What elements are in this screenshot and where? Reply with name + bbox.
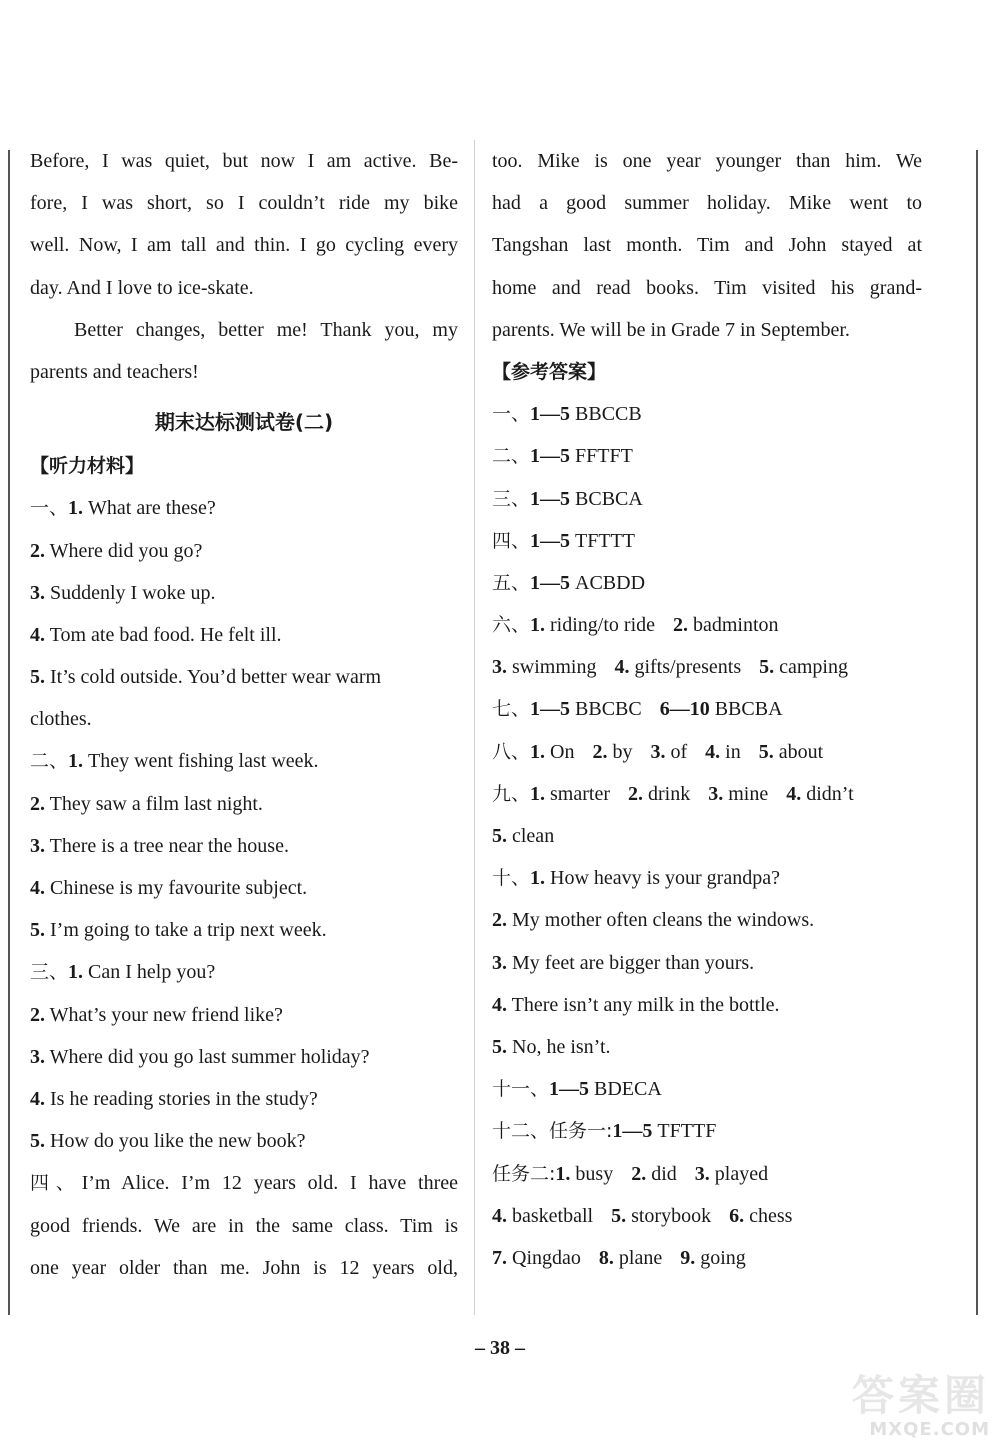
answer-row: 十一、1—5 BDECA xyxy=(492,1078,662,1101)
passage-line: one year older than me. John is 12 years old, xyxy=(30,1256,458,1279)
column-divider xyxy=(474,140,475,1315)
answer-row: 4. There isn’t any milk in the bottle. xyxy=(492,993,780,1016)
listening-label: 【听力材料】 xyxy=(30,455,145,478)
answer-row: 五、1—5 ACBDD xyxy=(492,571,646,594)
watermark-chars: 答案圈 xyxy=(851,1371,990,1420)
answer-row: 5. No, he isn’t. xyxy=(492,1035,611,1058)
listening-item: 2. What’s your new friend like? xyxy=(30,1003,283,1026)
passage-line: had a good summer holiday. Mike went to xyxy=(492,192,922,215)
answer-row: 任务二:1. busy 2. did 3. played xyxy=(492,1162,769,1185)
intro-line: Before, I was quiet, but now I am active. Be- xyxy=(30,150,458,172)
answer-row: 3. My feet are bigger than yours. xyxy=(492,951,755,974)
passage-line: Tangshan last month. Tim and John stayed at xyxy=(492,234,922,257)
answer-row: 十二、任务一:1—5 TFTTF xyxy=(492,1120,717,1143)
intro-line: day. And I love to ice-skate. xyxy=(30,276,254,299)
answer-row: 八、1. On 2. by 3. of 4. in 5. about xyxy=(492,740,824,763)
answer-row: 四、1—5 TFTTT xyxy=(492,529,636,552)
closing-line: Better changes, better me! Thank you, my xyxy=(74,318,458,341)
listening-item: 一、1. What are these? xyxy=(30,497,216,520)
listening-item: 4. Is he reading stories in the study? xyxy=(30,1087,318,1110)
listening-item: 3. There is a tree near the house. xyxy=(30,834,289,857)
page-number: – 38 – xyxy=(475,1337,525,1359)
right-column xyxy=(492,140,922,1279)
listening-item-cont: clothes. xyxy=(30,708,92,731)
answer-row: 九、1. smarter 2. drink 3. mine 4. didn’t xyxy=(492,782,854,805)
watermark-url: MXQE.COM xyxy=(869,1419,990,1440)
passage-line: too. Mike is one year younger than him. We xyxy=(492,150,922,172)
intro-line: well. Now, I am tall and thin. I go cycling every xyxy=(30,234,458,257)
listening-item: 2. They saw a film last night. xyxy=(30,792,263,815)
answer-row: 4. basketball 5. storybook 6. chess xyxy=(492,1204,793,1227)
answer-row: 3. swimming 4. gifts/presents 5. camping xyxy=(492,656,848,679)
test-title: 期末达标测试卷(二) xyxy=(154,410,334,435)
intro-line: fore, I was short, so I couldn’t ride my bike xyxy=(30,192,458,215)
answer-row: 十、1. How heavy is your grandpa? xyxy=(492,867,780,890)
listening-item: 3. Suddenly I woke up. xyxy=(30,581,216,604)
listening-item: 5. I’m going to take a trip next week. xyxy=(30,919,327,942)
passage-line: home and read books. Tim visited his grand- xyxy=(492,276,922,299)
answer-row: 5. clean xyxy=(492,825,555,847)
closing-line: parents and teachers! xyxy=(30,360,199,383)
left-margin-bar xyxy=(8,150,10,1315)
answer-row: 三、1—5 BCBCA xyxy=(492,487,643,510)
answer-row: 7. Qingdao 8. plane 9. going xyxy=(492,1246,746,1269)
passage-line: parents. We will be in Grade 7 in September. xyxy=(492,318,850,341)
answer-row: 二、1—5 FFTFT xyxy=(492,445,633,468)
answer-row: 六、1. riding/to ride 2. badminton xyxy=(492,614,779,637)
listening-item: 3. Where did you go last summer holiday? xyxy=(30,1045,370,1068)
listening-item: 4. Tom ate bad food. He felt ill. xyxy=(30,623,282,646)
answer-row: 一、1—5 BBCCB xyxy=(492,403,642,426)
listening-item: 5. How do you like the new book? xyxy=(30,1130,306,1153)
answers-label: 【参考答案】 xyxy=(492,360,607,383)
right-margin-bar xyxy=(976,150,978,1315)
listening-item: 二、1. They went fishing last week. xyxy=(30,750,319,773)
watermark-logo xyxy=(800,1373,990,1445)
answer-row: 2. My mother often cleans the windows. xyxy=(492,909,815,932)
listening-item: 5. It’s cold outside. You’d better wear warm xyxy=(30,666,382,689)
passage-line: 四、I’m Alice. I’m 12 years old. I have three xyxy=(30,1172,458,1195)
listening-item: 2. Where did you go? xyxy=(30,539,203,562)
listening-item: 三、1. Can I help you? xyxy=(30,961,216,984)
left-column xyxy=(30,140,458,1289)
passage-line: good friends. We are in the same class. Tim is xyxy=(30,1214,458,1237)
answer-row: 七、1—5 BBCBC 6—10 BBCBA xyxy=(492,698,783,721)
listening-item: 4. Chinese is my favourite subject. xyxy=(30,877,308,899)
